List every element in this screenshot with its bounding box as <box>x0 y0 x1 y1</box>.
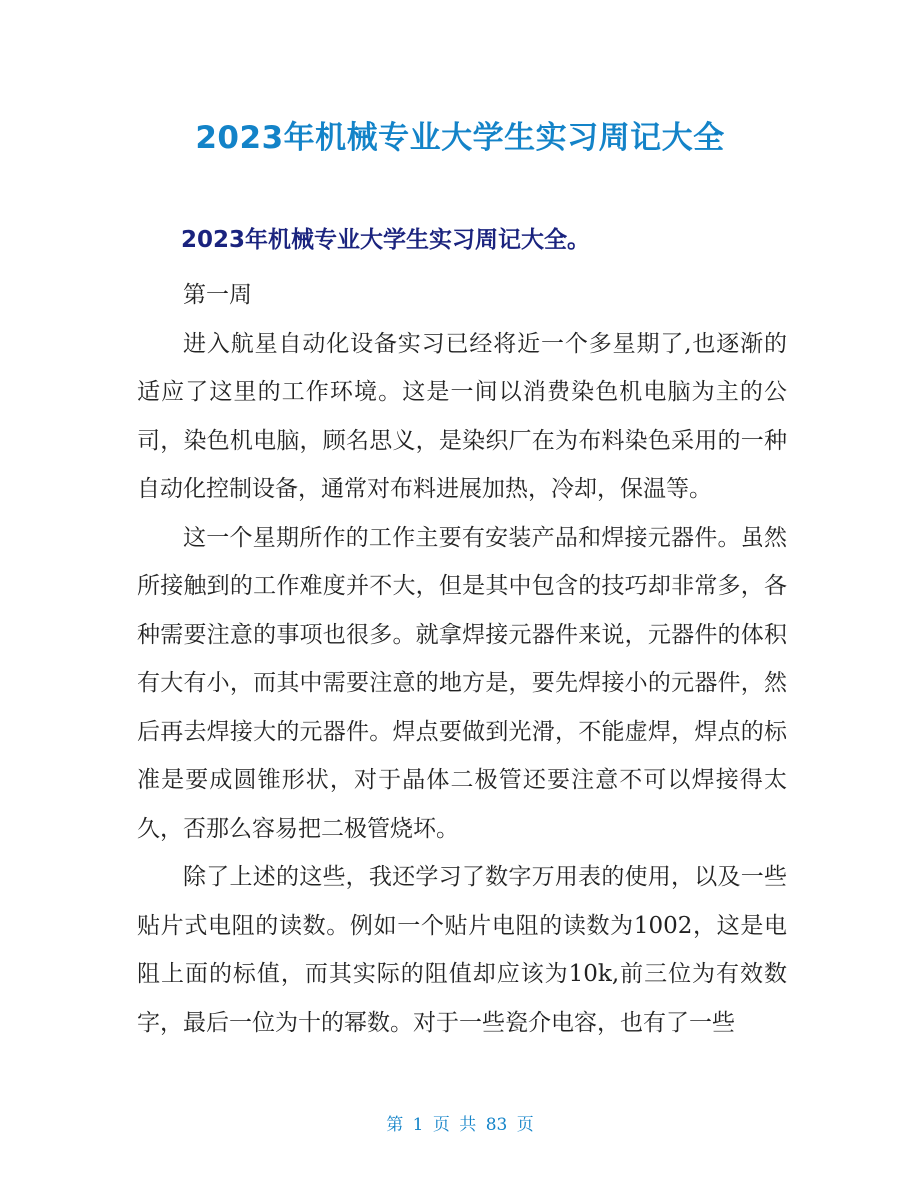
document-body <box>137 271 787 1047</box>
paragraph-intro: 进入航星自动化设备实习已经将近一个多星期了,也逐渐的适应了这里的工作环境。这是一间以消费染色机电脑为主的公司，染色机电脑，顾名思义，是染织厂在为布料染色采用的一种自动化控制设备，通常对布料进展加热，冷却，保温等。 <box>137 330 787 502</box>
document-title: 2023年机械专业大学生实习周记大全 <box>195 120 725 156</box>
paragraph-multimeter: 除了上述的这些，我还学习了数字万用表的使用，以及一些贴片式电阻的读数。例如一个贴片电阻的读数为1002，这是电阻上面的标值，而其实际的阻值却应该为10k,前三位为有效数字，最后一位为十的幂数。对于一些瓷介电容，也有了一些 <box>137 864 787 1036</box>
paragraph-week-heading: 第一周 <box>183 282 252 308</box>
document-subtitle: 2023年机械专业大学生实习周记大全。 <box>181 227 591 253</box>
page-number-footer: 第 1 页 共 83 页 <box>386 1115 534 1135</box>
paragraph-work: 这一个星期所作的工作主要有安装产品和焊接元器件。虽然所接触到的工作难度并不大，但是其中包含的技巧却非常多，各种需要注意的事项也很多。就拿焊接元器件来说，元器件的体积有大有小，而其中需要注意的地方是，要先焊接小的元器件，然后再去焊接大的元器件。焊点要做到光滑，不能虚焊，焊点的标准是要成圆锥形状，对于晶体二极管还要注意不可以焊接得太久，否那么容易把二极管烧坏。 <box>137 524 787 842</box>
